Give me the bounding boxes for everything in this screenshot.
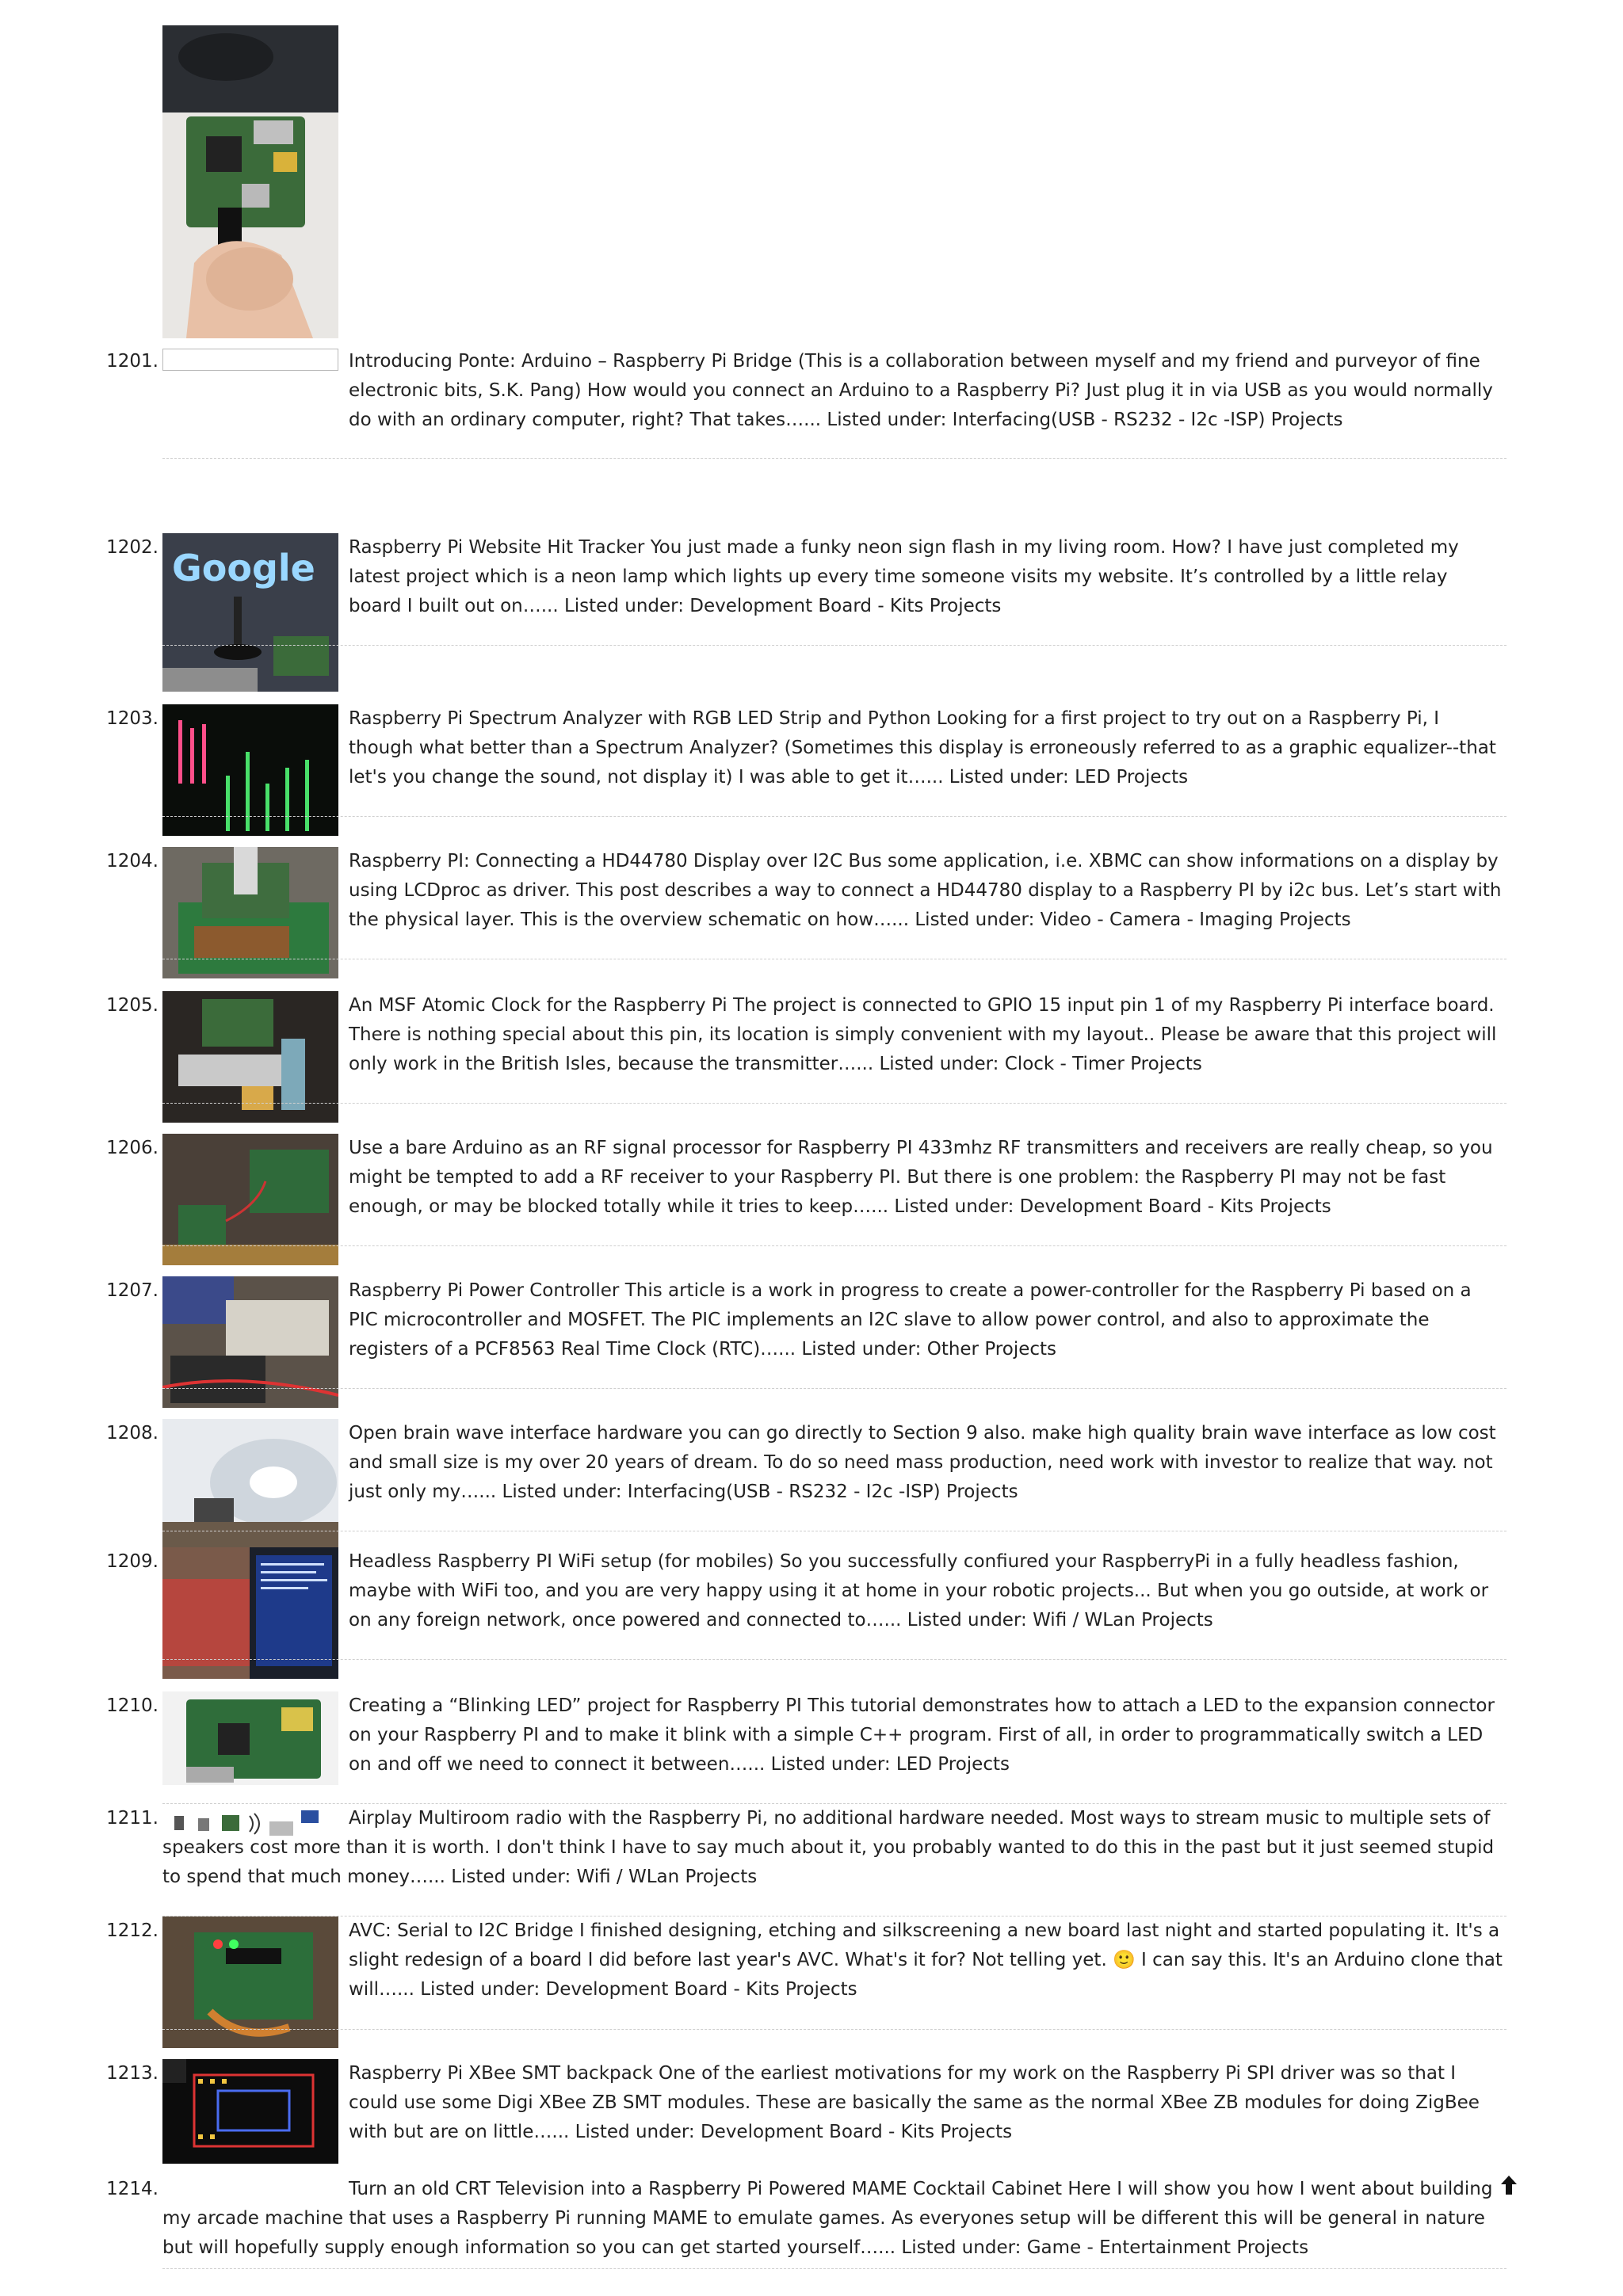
item-description[interactable]: Headless Raspberry PI WiFi setup (for mobiles) So you successfully confiured your RaspberryPi in a fully headless fashion, maybe with WiFi too, and you are very happy using it at home in your robotic projects... But when you go outside, at work or on any foreign network, once powered and connected to…... Listed under: Wifi / WLan Projects <box>349 1551 1489 1630</box>
item-number: 1211. <box>106 1808 158 1829</box>
item-description[interactable]: Raspberry Pi Spectrum Analyzer with RGB LED Strip and Python Looking for a first project to try out on a Raspberry Pi, I though what better than a Spectrum Analyzer? (Sometimes this display is erroneously referred to as a graphic equalizer--that let's you change the sound, not display it) I was able to get it…... Listed under: LED Projects <box>349 708 1496 788</box>
item-description[interactable]: Introducing Ponte: Arduino – Raspberry Pi Bridge (This is a collaboration between myself and my friend and purveyor of fine electronic bits, S.K. Pang) How would you connect an Arduino to a Raspberry Pi? Just plug it in via USB as you would normally do with an ordinary computer, right? That takes…... Listed under: Interfacing(USB - RS232 - I2c -ISP) Projects <box>349 351 1493 430</box>
item-description[interactable]: AVC: Serial to I2C Bridge I finished designing, etching and silkscreening a new board last night and started populating it. It's a slight redesign of a board I did before last year's AVC. What's it for? Not telling yet. 🙂 I can say this. It's an Arduino clone that will…... Listed under: Development Board - Kits Projects <box>349 1920 1503 2000</box>
item-number: 1202. <box>106 537 158 558</box>
item-description[interactable]: An MSF Atomic Clock for the Raspberry Pi The project is connected to GPIO 15 input pin 1 of my Raspberry Pi interface board. There is nothing special about this pin, its location is simply convenient with my layout.. Please be aware that this project will only work in the British Isles, because the transmitter…... Listed under: Clock - Timer Projects <box>349 995 1497 1074</box>
divider <box>162 458 1507 459</box>
item-number: 1206. <box>106 1138 158 1158</box>
item-description[interactable]: Raspberry Pi Power Controller This article is a work in progress to create a power-controller for the Raspberry Pi based on a PIC microcontroller and MOSFET. The PIC implements an I2C slave to allow power control, and also to approximate the registers of a PCF8563 Real Time Clock (RTC)…... Listed under: Other Projects <box>349 1280 1472 1360</box>
item-description[interactable]: Creating a “Blinking LED” project for Raspberry PI This tutorial demonstrates how to attach a LED to the expansion connector on your Raspberry PI and to make it blink with a simple C++ program. First of all, in order to programmatically switch a LED on and off we need to connect it between…... Listed under: LED Projects <box>349 1695 1495 1775</box>
divider <box>162 1659 1507 1660</box>
item-number: 1205. <box>106 995 158 1016</box>
divider <box>162 816 1507 817</box>
divider <box>162 1245 1507 1246</box>
item-number: 1213. <box>106 2063 158 2084</box>
divider <box>162 1103 1507 1104</box>
item-number: 1207. <box>106 1280 158 1301</box>
project-thumbnail[interactable] <box>162 1691 338 1785</box>
item-description[interactable]: Open brain wave interface hardware you can go directly to Section 9 also. make high quality brain wave interface as low cost and small size is my over 20 years of dream. To do so need mass production, need work with investor to realize that way. not just only my…... Listed under: Interfacing(USB - RS232 - I2c -ISP) Projects <box>349 1423 1496 1502</box>
divider <box>162 2029 1507 2030</box>
item-description[interactable]: Airplay Multiroom radio with the Raspberry Pi, no additional hardware needed. Most ways to stream music to multiple sets of speakers cost more than it is worth. I don't think I have to say much about it, you probably wanted to do this in the past but it just seemed stupid to spend that much money…... Listed under: Wifi / WLan Projects <box>162 1808 1495 1887</box>
divider <box>162 1388 1507 1389</box>
item-number: 1203. <box>106 708 158 729</box>
project-thumbnail[interactable] <box>162 533 338 692</box>
item-number: 1204. <box>106 851 158 871</box>
divider <box>162 645 1507 646</box>
item-number: 1212. <box>106 1920 158 1941</box>
scroll-to-top-icon[interactable] <box>1500 2175 1518 2195</box>
svg-text:Google: Google <box>172 547 315 589</box>
item-number: 1208. <box>106 1423 158 1444</box>
item-number: 1209. <box>106 1551 158 1572</box>
broken-image-placeholder[interactable] <box>162 349 338 371</box>
project-thumbnail[interactable] <box>162 2059 338 2164</box>
item-number: 1201. <box>106 351 158 372</box>
project-thumbnail[interactable] <box>162 25 338 338</box>
item-number: 1210. <box>106 1695 158 1716</box>
divider <box>162 2268 1507 2269</box>
item-description[interactable]: Turn an old CRT Television into a Raspberry Pi Powered MAME Cocktail Cabinet Here I will show you how I went about building my arcade machine that uses a Raspberry Pi running MAME to emulate games. As everyones setup will be different this will be general in nature but will hopefully supply enough information so you can get started yourself…... Listed under: Game - Entertainment Projects <box>162 2179 1493 2258</box>
item-description[interactable]: Raspberry PI: Connecting a HD44780 Display over I2C Bus some application, i.e. XBMC can show informations on a display by using LCDproc as driver. This post describes a way to connect a HD44780 display to a Raspberry PI by i2c bus. Let’s start with the physical layer. This is the overview schematic on how…... Listed under: Video - Camera - Imaging Projects <box>349 851 1502 930</box>
item-description[interactable]: Raspberry Pi XBee SMT backpack One of the earliest motivations for my work on the Raspberry Pi SPI driver was so that I could use some Digi XBee ZB SMT modules. These are basically the same as the normal XBee ZB modules for doing ZigBee with but are on little…... Listed under: Development Board - Kits Projects <box>349 2063 1480 2142</box>
item-description[interactable]: Use a bare Arduino as an RF signal processor for Raspberry PI 433mhz RF transmitters and receivers are really cheap, so you might be tempted to add a RF receiver to your Raspberry PI. But there is one problem: the Raspberry PI may not be fast enough, or may be blocked totally while it tries to keep…... Listed under: Development Board - Kits Projects <box>349 1138 1493 1217</box>
item-description[interactable]: Raspberry Pi Website Hit Tracker You just made a funky neon sign flash in my living room. How? I have just completed my latest project which is a neon lamp which lights up every time someone visits my website. It’s controlled by a little relay board I built out on…... Listed under: Development Board - Kits Projects <box>349 537 1459 616</box>
item-number: 1214. <box>106 2179 158 2199</box>
